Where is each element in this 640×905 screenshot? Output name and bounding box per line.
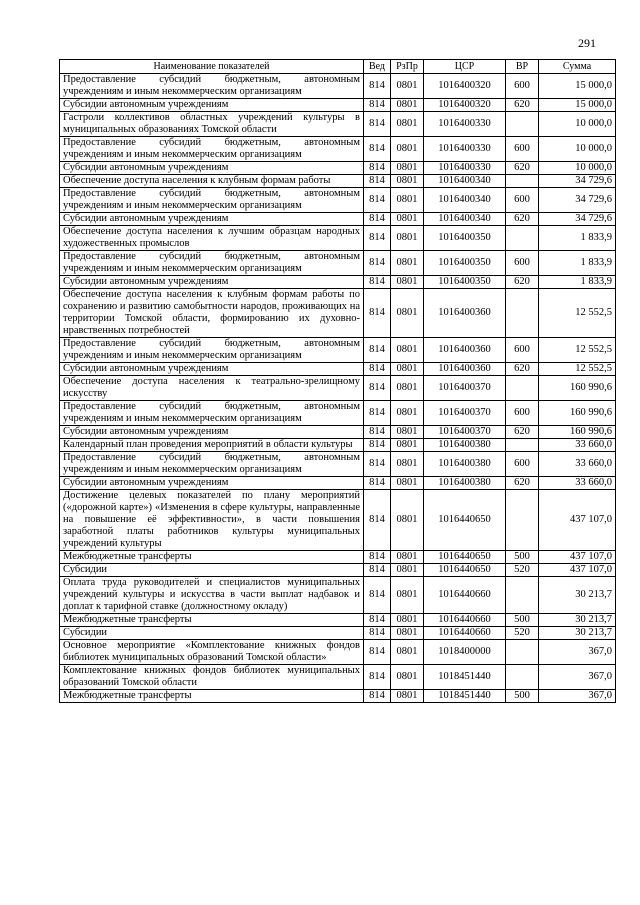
cell-name: Обеспечение доступа населения к клубным формам работы (60, 175, 364, 188)
table-row (60, 627, 616, 640)
cell-ved: 814 (364, 376, 391, 401)
cell-sum: 1 833,9 (539, 226, 616, 251)
cell-vr (506, 112, 539, 137)
cell-sum: 437 107,0 (539, 564, 616, 577)
cell-csr: 1016400350 (424, 251, 506, 276)
cell-rzpr: 0801 (391, 577, 424, 614)
table-row (60, 439, 616, 452)
cell-csr: 1018400000 (424, 640, 506, 665)
table-row (60, 226, 616, 251)
table-row (60, 363, 616, 376)
cell-ved: 814 (364, 564, 391, 577)
cell-csr: 1016440650 (424, 564, 506, 577)
cell-name: Обеспечение доступа населения к лучшим образцам народных художественных промыслов (60, 226, 364, 251)
cell-name: Предоставление субсидий бюджетным, автономным учреждениям и иным некоммерческим организациям (60, 74, 364, 99)
cell-name: Предоставление субсидий бюджетным, автономным учреждениям и иным некоммерческим организациям (60, 401, 364, 426)
cell-name: Предоставление субсидий бюджетным, автономным учреждениям и иным некоммерческим организациям (60, 338, 364, 363)
cell-sum: 15 000,0 (539, 99, 616, 112)
header-rzpr: РзПр (391, 60, 424, 74)
cell-ved: 814 (364, 665, 391, 690)
cell-ved: 814 (364, 614, 391, 627)
table-row (60, 376, 616, 401)
cell-rzpr: 0801 (391, 276, 424, 289)
page-number: 291 (578, 36, 596, 50)
cell-vr (506, 226, 539, 251)
cell-rzpr: 0801 (391, 112, 424, 137)
cell-vr: 600 (506, 338, 539, 363)
cell-vr (506, 490, 539, 551)
cell-vr (506, 640, 539, 665)
header-name: Наименование показателей (60, 60, 364, 74)
cell-name: Предоставление субсидий бюджетным, автономным учреждениям и иным некоммерческим организациям (60, 137, 364, 162)
cell-name: Оплата труда руководителей и специалистов муниципальных учреждений культуры и искусства в части выплат надбавок и доплат к тарифной ставке (должностному окладу) (60, 577, 364, 614)
cell-csr: 1016400320 (424, 99, 506, 112)
cell-csr: 1016400350 (424, 226, 506, 251)
cell-name: Субсидии (60, 564, 364, 577)
cell-vr (506, 289, 539, 338)
cell-ved: 814 (364, 188, 391, 213)
table-row (60, 452, 616, 477)
cell-ved: 814 (364, 401, 391, 426)
cell-sum: 12 552,5 (539, 289, 616, 338)
cell-sum: 12 552,5 (539, 363, 616, 376)
cell-csr: 1016440660 (424, 577, 506, 614)
table-row (60, 251, 616, 276)
cell-rzpr: 0801 (391, 289, 424, 338)
cell-sum: 367,0 (539, 690, 616, 703)
cell-rzpr: 0801 (391, 564, 424, 577)
cell-sum: 30 213,7 (539, 614, 616, 627)
header-sum: Сумма (539, 60, 616, 74)
table-row (60, 614, 616, 627)
cell-csr: 1016400330 (424, 137, 506, 162)
cell-ved: 814 (364, 690, 391, 703)
cell-csr: 1016400320 (424, 74, 506, 99)
cell-ved: 814 (364, 213, 391, 226)
cell-vr: 520 (506, 627, 539, 640)
cell-vr: 620 (506, 363, 539, 376)
cell-name: Комплектование книжных фондов библиотек муниципальных образований Томской области (60, 665, 364, 690)
table-row (60, 665, 616, 690)
cell-vr: 500 (506, 551, 539, 564)
cell-name: Предоставление субсидий бюджетным, автономным учреждениям и иным некоммерческим организациям (60, 251, 364, 276)
cell-csr: 1016440650 (424, 551, 506, 564)
cell-name: Достижение целевых показателей по плану мероприятий («дорожной карте») «Изменения в сфере культуры, направленные на повышение её эффективности», в части повышения заработной платы работников культуры муниципальных учреждений культуры (60, 490, 364, 551)
cell-name: Предоставление субсидий бюджетным, автономным учреждениям и иным некоммерческим организациям (60, 188, 364, 213)
cell-vr: 500 (506, 614, 539, 627)
cell-ved: 814 (364, 640, 391, 665)
cell-name: Субсидии автономным учреждениям (60, 477, 364, 490)
cell-vr (506, 665, 539, 690)
cell-ved: 814 (364, 175, 391, 188)
table-header-row (60, 60, 616, 74)
cell-ved: 814 (364, 137, 391, 162)
table-row (60, 162, 616, 175)
cell-ved: 814 (364, 426, 391, 439)
cell-sum: 34 729,6 (539, 188, 616, 213)
table-row (60, 175, 616, 188)
header-ved: Вед (364, 60, 391, 74)
cell-rzpr: 0801 (391, 363, 424, 376)
cell-sum: 367,0 (539, 640, 616, 665)
cell-vr: 600 (506, 251, 539, 276)
cell-rzpr: 0801 (391, 690, 424, 703)
cell-vr: 600 (506, 137, 539, 162)
cell-name: Субсидии (60, 627, 364, 640)
cell-vr: 620 (506, 477, 539, 490)
cell-name: Субсидии автономным учреждениям (60, 99, 364, 112)
cell-ved: 814 (364, 289, 391, 338)
cell-ved: 814 (364, 452, 391, 477)
cell-csr: 1016400360 (424, 289, 506, 338)
cell-ved: 814 (364, 112, 391, 137)
table-row (60, 577, 616, 614)
cell-rzpr: 0801 (391, 251, 424, 276)
cell-rzpr: 0801 (391, 452, 424, 477)
cell-rzpr: 0801 (391, 426, 424, 439)
cell-csr: 1016400360 (424, 338, 506, 363)
cell-vr: 620 (506, 276, 539, 289)
cell-rzpr: 0801 (391, 338, 424, 363)
cell-rzpr: 0801 (391, 226, 424, 251)
cell-rzpr: 0801 (391, 74, 424, 99)
cell-ved: 814 (364, 74, 391, 99)
cell-ved: 814 (364, 577, 391, 614)
cell-vr: 620 (506, 162, 539, 175)
cell-name: Субсидии автономным учреждениям (60, 276, 364, 289)
cell-name: Обеспечение доступа населения к театрально-зрелищному искусству (60, 376, 364, 401)
table-row (60, 401, 616, 426)
cell-rzpr: 0801 (391, 376, 424, 401)
cell-csr: 1016400360 (424, 363, 506, 376)
table-row (60, 137, 616, 162)
cell-name: Субсидии автономным учреждениям (60, 426, 364, 439)
table-row (60, 74, 616, 99)
cell-sum: 437 107,0 (539, 490, 616, 551)
cell-rzpr: 0801 (391, 188, 424, 213)
cell-csr: 1016400380 (424, 452, 506, 477)
cell-sum: 33 660,0 (539, 439, 616, 452)
cell-sum: 160 990,6 (539, 401, 616, 426)
table-row (60, 426, 616, 439)
cell-sum: 10 000,0 (539, 112, 616, 137)
cell-vr: 600 (506, 401, 539, 426)
cell-rzpr: 0801 (391, 665, 424, 690)
cell-name: Основное мероприятие «Комплектование книжных фондов библиотек муниципальных образований Томской области» (60, 640, 364, 665)
cell-csr: 1016400340 (424, 175, 506, 188)
cell-sum: 10 000,0 (539, 162, 616, 175)
cell-csr: 1016400380 (424, 439, 506, 452)
cell-csr: 1016400370 (424, 376, 506, 401)
table-row (60, 112, 616, 137)
table-body (60, 74, 616, 703)
cell-vr: 600 (506, 188, 539, 213)
cell-sum: 30 213,7 (539, 627, 616, 640)
table-row (60, 188, 616, 213)
cell-rzpr: 0801 (391, 439, 424, 452)
cell-ved: 814 (364, 251, 391, 276)
header-vr: ВР (506, 60, 539, 74)
cell-vr: 620 (506, 99, 539, 112)
cell-csr: 1016400340 (424, 188, 506, 213)
cell-ved: 814 (364, 338, 391, 363)
table-row (60, 338, 616, 363)
cell-name: Межбюджетные трансферты (60, 690, 364, 703)
cell-sum: 1 833,9 (539, 251, 616, 276)
cell-csr: 1016400330 (424, 162, 506, 175)
cell-sum: 437 107,0 (539, 551, 616, 564)
cell-name: Субсидии автономным учреждениям (60, 363, 364, 376)
cell-vr: 620 (506, 426, 539, 439)
cell-csr: 1016400380 (424, 477, 506, 490)
table-row (60, 564, 616, 577)
cell-csr: 1016400330 (424, 112, 506, 137)
cell-ved: 814 (364, 226, 391, 251)
cell-rzpr: 0801 (391, 614, 424, 627)
cell-sum: 15 000,0 (539, 74, 616, 99)
cell-rzpr: 0801 (391, 627, 424, 640)
cell-sum: 12 552,5 (539, 338, 616, 363)
header-csr: ЦСР (424, 60, 506, 74)
cell-ved: 814 (364, 490, 391, 551)
cell-vr: 600 (506, 452, 539, 477)
cell-vr: 500 (506, 690, 539, 703)
cell-csr: 1016440660 (424, 627, 506, 640)
budget-table (59, 59, 616, 703)
cell-name: Субсидии автономным учреждениям (60, 162, 364, 175)
cell-sum: 367,0 (539, 665, 616, 690)
cell-sum: 30 213,7 (539, 577, 616, 614)
cell-ved: 814 (364, 162, 391, 175)
cell-vr: 600 (506, 74, 539, 99)
cell-name: Обеспечение доступа населения к клубным формам работы по сохранению и развитию самобытности народов, проживающих на территории Томской области, формированию их духовно-нравственных потребностей (60, 289, 364, 338)
cell-name: Гастроли коллективов областных учреждений культуры в муниципальных образованиях Томской области (60, 112, 364, 137)
table-row (60, 289, 616, 338)
cell-name: Календарный план проведения мероприятий в области культуры (60, 439, 364, 452)
table-row (60, 213, 616, 226)
cell-name: Субсидии автономным учреждениям (60, 213, 364, 226)
cell-rzpr: 0801 (391, 175, 424, 188)
cell-rzpr: 0801 (391, 477, 424, 490)
cell-sum: 34 729,6 (539, 175, 616, 188)
cell-csr: 1016400370 (424, 426, 506, 439)
cell-sum: 1 833,9 (539, 276, 616, 289)
cell-vr (506, 376, 539, 401)
table-row (60, 99, 616, 112)
cell-ved: 814 (364, 627, 391, 640)
table-row (60, 690, 616, 703)
cell-vr (506, 439, 539, 452)
cell-rzpr: 0801 (391, 551, 424, 564)
cell-sum: 10 000,0 (539, 137, 616, 162)
cell-rzpr: 0801 (391, 490, 424, 551)
cell-rzpr: 0801 (391, 401, 424, 426)
cell-rzpr: 0801 (391, 137, 424, 162)
table-row (60, 276, 616, 289)
cell-sum: 160 990,6 (539, 376, 616, 401)
cell-csr: 1016400370 (424, 401, 506, 426)
cell-csr: 1016440650 (424, 490, 506, 551)
cell-csr: 1016400340 (424, 213, 506, 226)
table-row (60, 640, 616, 665)
cell-csr: 1016440660 (424, 614, 506, 627)
table-row (60, 551, 616, 564)
cell-sum: 33 660,0 (539, 452, 616, 477)
cell-csr: 1018451440 (424, 665, 506, 690)
cell-vr (506, 175, 539, 188)
table-row (60, 490, 616, 551)
cell-sum: 34 729,6 (539, 213, 616, 226)
cell-rzpr: 0801 (391, 213, 424, 226)
cell-name: Межбюджетные трансферты (60, 614, 364, 627)
cell-sum: 160 990,6 (539, 426, 616, 439)
cell-rzpr: 0801 (391, 640, 424, 665)
cell-vr: 620 (506, 213, 539, 226)
cell-ved: 814 (364, 551, 391, 564)
cell-name: Межбюджетные трансферты (60, 551, 364, 564)
cell-vr (506, 577, 539, 614)
cell-rzpr: 0801 (391, 162, 424, 175)
cell-ved: 814 (364, 276, 391, 289)
cell-name: Предоставление субсидий бюджетным, автономным учреждениям и иным некоммерческим организациям (60, 452, 364, 477)
cell-sum: 33 660,0 (539, 477, 616, 490)
cell-ved: 814 (364, 99, 391, 112)
cell-rzpr: 0801 (391, 99, 424, 112)
cell-ved: 814 (364, 363, 391, 376)
table-row (60, 477, 616, 490)
cell-ved: 814 (364, 439, 391, 452)
cell-csr: 1018451440 (424, 690, 506, 703)
cell-csr: 1016400350 (424, 276, 506, 289)
cell-ved: 814 (364, 477, 391, 490)
cell-vr: 520 (506, 564, 539, 577)
